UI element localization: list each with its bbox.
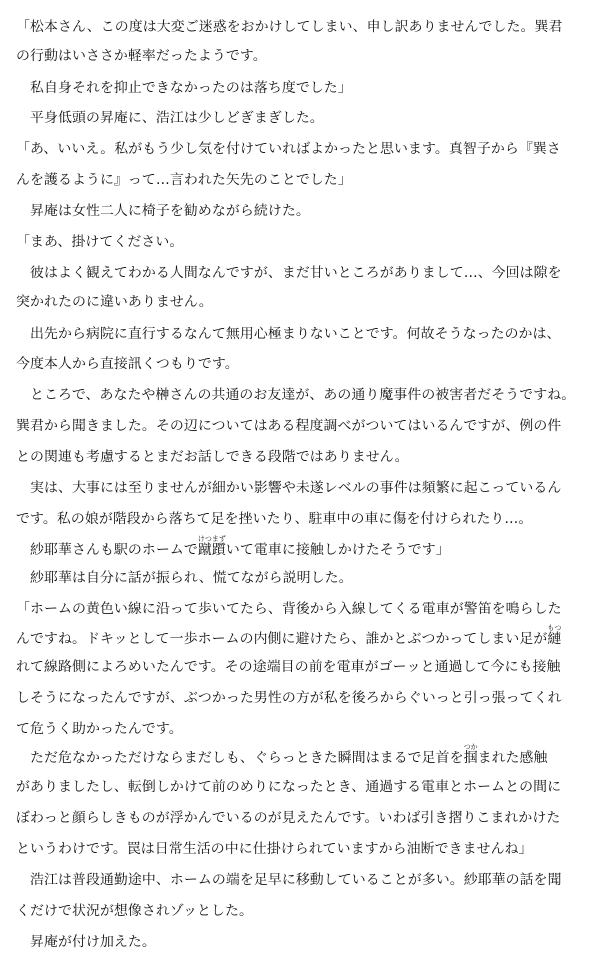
text-line: 浩江は普段通勤途中、ホームの端を足早に移動していることが多い。紗耶華の話を聞 [16, 872, 562, 888]
text-line: て危うく助かったんです。 [16, 721, 183, 737]
text-segment: ただ危なかっただけならまだしも、ぐらっときた瞬間はまるで足首を [16, 750, 464, 766]
ruby-reading: つか [463, 743, 478, 751]
text-line: です。私の娘が階段から落ちて足を挫いたり、駐車中の車に傷を付けられたり…。 [16, 511, 533, 527]
text-line: しそうになったんですが、ぶつかった男性の方が私を後ろからぐいっと引っ張ってくれ [16, 690, 562, 706]
text-line: 昇庵が付け加えた。 [16, 934, 156, 950]
text-line: の行動はいささか軽率だったようです。 [16, 48, 267, 64]
text-line-with-ruby [16, 535, 602, 559]
text-segment: まれた感触 [477, 750, 548, 766]
text-line: 巽君から聞きました。その辺についてはある程度調べがついてはいるんですが、例の件 [16, 418, 562, 434]
ruby-reading: けつまず [197, 535, 226, 543]
ruby-reading: もつ [547, 624, 562, 632]
ruby-annotation [547, 624, 562, 647]
ruby-base: 縺 [547, 631, 562, 647]
text-line: 昇庵は女性二人に椅子を勧めながら続けた。 [16, 203, 310, 219]
text-line: 「あ、いいえ。私がもう少し気を付けていればよかったと思います。真智子から『巽さ [16, 141, 561, 157]
text-segment: んですね。ドキッとして一歩ホームの内側に避けたら、誰かとぶつかってしまい足が [16, 631, 548, 647]
text-line: 今度本人から直接訊くつもりです。 [16, 356, 239, 372]
text-segment: 紗耶華さんも駅のホームで [16, 542, 198, 558]
text-line: 私自身それを抑止できなかったのは落ち度でした」 [16, 80, 352, 96]
ruby-annotation [463, 743, 478, 766]
text-line: くだけで状況が想像されゾッとした。 [16, 903, 254, 919]
text-line: 出先から病院に直行するなんて無用心極まりないことです。何故そうなったのかは、 [16, 326, 561, 342]
ruby-base: 蹴躓 [197, 542, 226, 558]
text-line: 「ホームの黄色い線に沿って歩いてたら、背後から入線してくる電車が警笛を鳴らした [16, 601, 562, 617]
text-line: 彼はよく観えてわかる人間なんですが、まだ甘いところがありまして…、今回は隙を [16, 265, 562, 281]
text-line: がありましたし、転倒しかけて前のめりになったとき、通過する電車とホームとの間に [16, 779, 562, 795]
text-line: 紗耶華は自分に話が振られ、慌てながら説明した。 [16, 570, 353, 586]
text-line: 「まあ、掛けてください。 [16, 234, 184, 250]
text-line: 平身低頭の昇庵に、浩江は少しどぎまぎした。 [16, 110, 324, 126]
text-line: 突かれたのに違いありません。 [16, 294, 213, 310]
text-line-with-ruby [16, 743, 602, 767]
text-line-with-ruby [16, 624, 602, 648]
text-line: との関連も考慮するとまだお話しできる段階ではありません。 [16, 449, 409, 465]
text-line: 実は、大事には至りませんが細かい影響や未遂レベルの事件は頻繁に起こっているん [16, 480, 562, 496]
text-segment: いて電車に接触しかけたそうです」 [225, 542, 450, 558]
text-line: というわけです。罠は日常生活の中に仕掛けられていますから油断できませんね」 [16, 841, 533, 857]
text-line: れて線路側によろめいたんです。その途端目の前を電車がゴーッと通過して今にも接触 [16, 659, 561, 675]
text-line: ところで、あなたや榊さんの共通のお友達が、あの通り魔事件の被害者だそうですね。 [16, 387, 576, 403]
text-line: ぼわっと顔らしきものが浮かんでいるのが見えたんです。いわば引き摺りこまれかけた [16, 810, 561, 826]
text-line: 「松本さん、この度は大変ご迷惑をおかけしてしまい、申し訳ありませんでした。巽君 [16, 19, 563, 35]
ruby-base: 掴 [463, 750, 478, 766]
ruby-annotation [197, 535, 226, 558]
text-line: んを護るように』って…言われた矢先のことでした」 [16, 172, 352, 188]
